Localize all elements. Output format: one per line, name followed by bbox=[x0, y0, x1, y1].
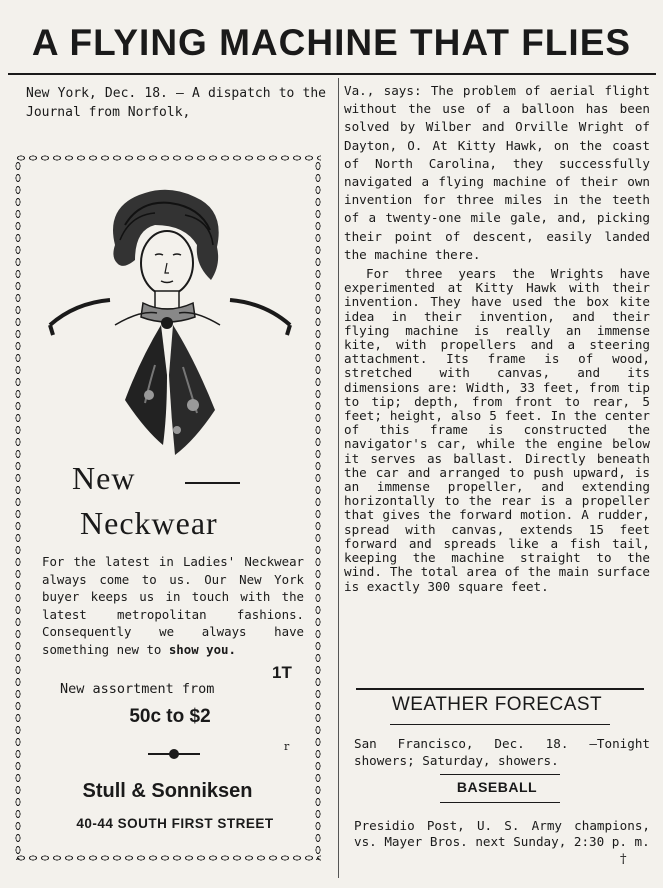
ad-border-bottom bbox=[15, 852, 321, 864]
ad-title-line-1: New bbox=[72, 460, 136, 496]
ad-body bbox=[42, 553, 304, 658]
article-paragraph-1: Va., says: The problem of aerial flight without the use of a balloon has been solved by Wilber and Orville Wright of Dayton, O. At Kitty Hawk, on the coast of North Carolina, they successfully navigated a flying machine of their own invention for three miles in the teeth of a twenty-one mile gale, and, picking their point of descent, easily landed the machine there. bbox=[344, 83, 650, 262]
weather-top-rule bbox=[356, 688, 644, 690]
weather-title: WEATHER FORECAST bbox=[391, 694, 603, 715]
baseball-bottom-rule bbox=[440, 802, 560, 803]
baseball-text: Presidio Post, U. S. Army champions, vs. Mayer Bros. next Sunday, 2:30 p. m. bbox=[354, 818, 650, 849]
ad-border-top bbox=[15, 152, 321, 164]
ad-store-name: Stull & Sonniksen bbox=[82, 780, 253, 802]
ad-assortment: New assortment from bbox=[60, 681, 215, 697]
ad-smudge-mark: 1T bbox=[272, 663, 292, 682]
baseball-title: BASEBALL bbox=[456, 779, 538, 795]
ad-show-you: show you. bbox=[168, 641, 236, 657]
ad-body-tail-text: new to bbox=[116, 641, 162, 657]
baseball-top-rule bbox=[440, 774, 560, 775]
headline: A FLYING MACHINE THAT FLIES bbox=[31, 22, 632, 63]
column-divider bbox=[338, 78, 339, 878]
weather-title-rule bbox=[390, 724, 610, 725]
ad-body-tail bbox=[117, 642, 236, 657]
ad-price: 50c to $2 bbox=[129, 706, 211, 727]
article-intro: New York, Dec. 18. — A dispatch to the Journal from Norfolk, bbox=[26, 86, 326, 120]
ad-body-text: For the latest in Ladies' Neckwear always come to us. Our New York buyer keeps us in touch with the latest metropolitan fashions. Consequently we always have something bbox=[42, 554, 304, 657]
headline-rule bbox=[8, 73, 656, 75]
weather-text: San Francisco, Dec. 18. —Tonight showers; Saturday, showers. bbox=[354, 736, 650, 768]
woman-neckwear-illustration bbox=[45, 185, 295, 465]
ad-store-address: 40-44 SOUTH FIRST STREET bbox=[76, 816, 274, 831]
ad-divider-ornament bbox=[148, 748, 200, 760]
article-paragraph-2: For three years the Wrights have experimented at Kitty Hawk with their invention. They have used the box kite idea in their invention, and their flying machine is really an immense kite, with propellers and a steering attachment. Its frame is of wood, stretched with canvas, and its dimensions are: Width, 33 feet, from tip to tip; depth, from front to rear, 5 feet; height, also 5 feet. In the center of this frame is constructed the navigator's car, while the engine below it serves as ballast. Directly beneath the car and arranged to push upward, is an immense propeller, and extending horizontally to the rear is a propeller that gives the forward motion. A rudder, spread with canvas, extends 15 feet forward and spreads like a fish tail, keeping the machine straight to the wind. The total area of the main surface is exactly 300 square feet. bbox=[344, 266, 650, 594]
ad-title-underline bbox=[185, 482, 240, 484]
ad-title-line-2: Neckwear bbox=[80, 505, 218, 541]
dagger-mark: † bbox=[620, 852, 627, 867]
ad-stray-mark: r bbox=[284, 740, 290, 753]
ad-border-left bbox=[12, 160, 24, 860]
ad-border-right bbox=[312, 160, 324, 860]
article-body bbox=[344, 82, 650, 594]
